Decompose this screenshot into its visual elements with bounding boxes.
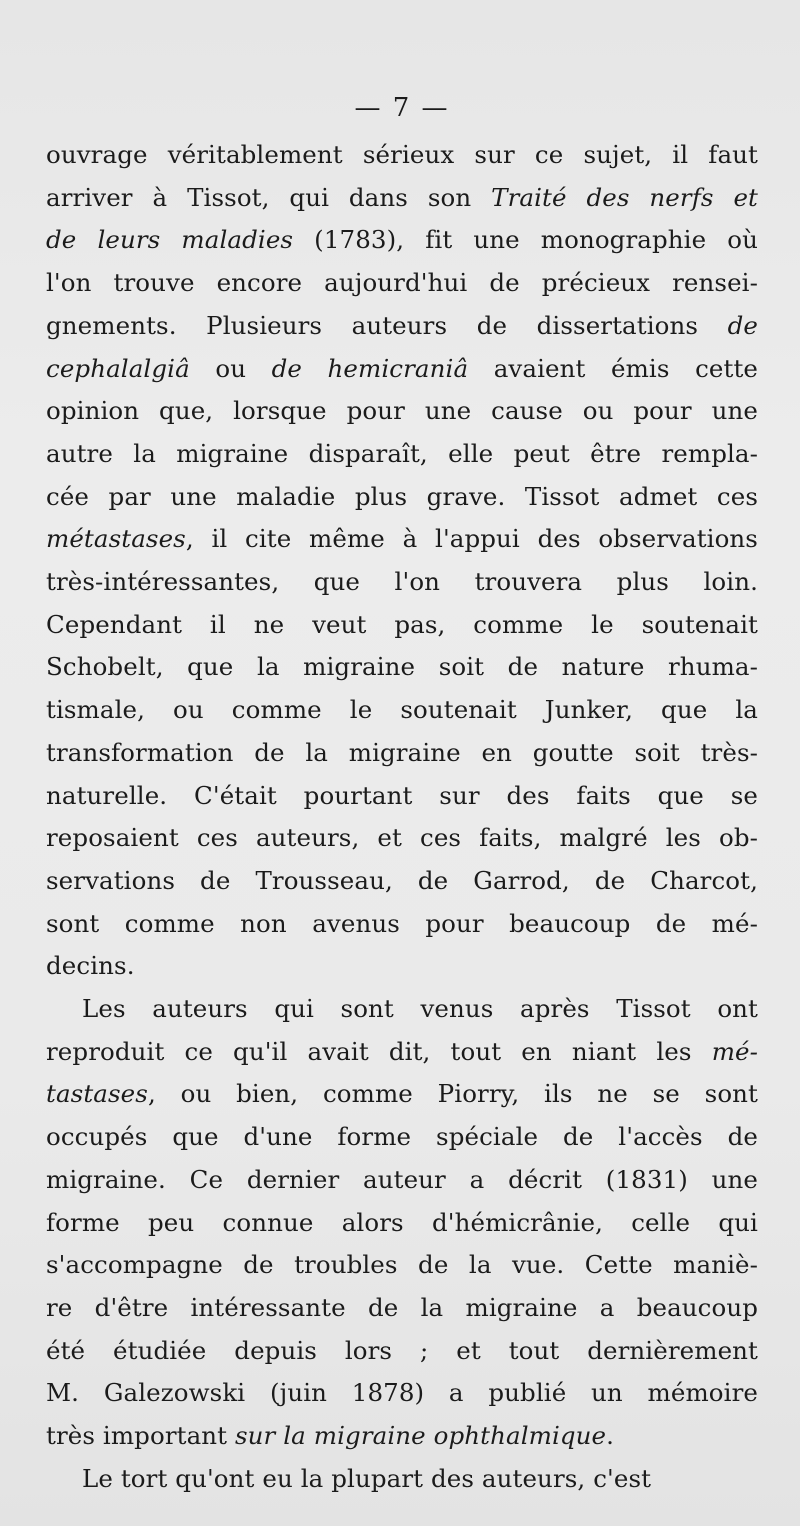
text-run: re d'être intéressante de la migraine a beaucoup (46, 1292, 758, 1322)
text-line (46, 1116, 758, 1159)
text-run: tismale, ou comme le soutenait Junker, que la (46, 695, 758, 725)
italic-run: Traité des nerfs et (491, 182, 758, 212)
text-line (46, 518, 758, 561)
text-run: été étudiée depuis lors ; et tout dernièrement (46, 1335, 758, 1365)
text-line (46, 305, 758, 348)
text-run: occupés que d'une forme spéciale de l'accès de (46, 1122, 758, 1152)
text-run: Cependant il ne veut pas, comme le soutenait (46, 609, 758, 639)
text-line (46, 1458, 758, 1501)
text-run: Les auteurs qui sont venus après Tissot ont (82, 994, 758, 1024)
italic-run: sur la migraine ophthalmique (235, 1421, 607, 1451)
text-run: gnements. Plusieurs auteurs de dissertations (46, 310, 728, 340)
text-line (46, 262, 758, 305)
text-line (46, 1372, 758, 1415)
text-line (46, 860, 758, 903)
text-run: sont comme non avenus pour beaucoup de mé- (46, 908, 758, 938)
text-line (46, 134, 758, 177)
text-line (46, 348, 758, 391)
text-line (46, 1202, 758, 1245)
text-run: reposaient ces auteurs, et ces faits, malgré les ob- (46, 823, 758, 853)
italic-run: de hemicraniâ (271, 353, 469, 383)
text-line (46, 476, 758, 519)
text-run: transformation de la migraine en goutte soit très- (46, 737, 758, 767)
paragraph-2 (46, 988, 758, 1458)
text-run: (1783), fit une monographie où (293, 225, 758, 255)
text-run: Schobelt, que la migraine soit de nature rhuma- (46, 652, 758, 682)
text-run: . (606, 1421, 615, 1451)
page-number: — 7 — (354, 93, 450, 123)
text-run: ouvrage véritablement sérieux sur ce sujet, il faut (46, 140, 758, 169)
text-run: forme peu connue alors d'hémicrânie, celle qui (46, 1207, 758, 1237)
text-run: cée par une maladie plus grave. Tissot admet ces (46, 481, 758, 511)
body-text (46, 134, 758, 1501)
text-run: très-intéressantes, que l'on trouvera plus loin. (46, 567, 758, 597)
text-line (46, 390, 758, 433)
text-run: M. Galezowski (juin 1878) a publié un mémoire (46, 1378, 758, 1408)
text-line (46, 561, 758, 604)
italic-run: tastases (46, 1079, 148, 1109)
text-run: opinion que, lorsque pour une cause ou pour une (46, 396, 758, 426)
text-line (46, 903, 758, 946)
text-line (46, 1287, 758, 1330)
text-line (46, 988, 758, 1031)
text-line (46, 177, 758, 220)
text-run: s'accompagne de troubles de la vue. Cette maniè- (46, 1250, 758, 1280)
text-run: , ou bien, comme Piorry, ils ne se sont (147, 1079, 758, 1109)
paragraph-1 (46, 134, 758, 988)
text-run: naturelle. C'était pourtant sur des faits que se (46, 780, 758, 810)
text-line (46, 1159, 758, 1202)
italic-run: métastases (46, 524, 186, 554)
text-run: avaient émis cette (468, 353, 758, 383)
text-run: Le tort qu'ont eu la plupart des auteurs, c'est (82, 1463, 652, 1493)
text-line (46, 1415, 758, 1458)
text-line (46, 1031, 758, 1074)
text-line (46, 775, 758, 818)
text-line (46, 732, 758, 775)
text-run: reproduit ce qu'il avait dit, tout en niant les (46, 1036, 712, 1066)
text-run: migraine. Ce dernier auteur a décrit (1831) une (46, 1164, 758, 1194)
text-run: decins. (46, 951, 135, 981)
text-line (46, 646, 758, 689)
text-line (46, 604, 758, 647)
text-line (46, 219, 758, 262)
text-line (46, 945, 758, 988)
text-run: l'on trouve encore aujourd'hui de précieux rensei- (46, 268, 758, 298)
text-line (46, 1244, 758, 1287)
text-run: servations de Trousseau, de Garrod, de Charcot, (46, 865, 758, 895)
text-run: ou (189, 353, 272, 383)
text-run: arriver à Tissot, qui dans son (46, 182, 492, 212)
italic-run: mé- (711, 1036, 758, 1066)
paragraph-3 (46, 1458, 758, 1501)
text-run: autre la migraine disparaît, elle peut être rempla- (46, 438, 758, 468)
italic-run: de leurs maladies (46, 225, 294, 255)
text-run: très important (46, 1421, 235, 1451)
text-line (46, 1073, 758, 1116)
text-line (46, 817, 758, 860)
text-line (46, 433, 758, 476)
italic-run: cephalalgiâ (46, 353, 190, 383)
text-line (46, 689, 758, 732)
text-line (46, 1330, 758, 1373)
text-run: , il cite même à l'appui des observations (185, 524, 758, 554)
italic-run: de (727, 310, 758, 340)
